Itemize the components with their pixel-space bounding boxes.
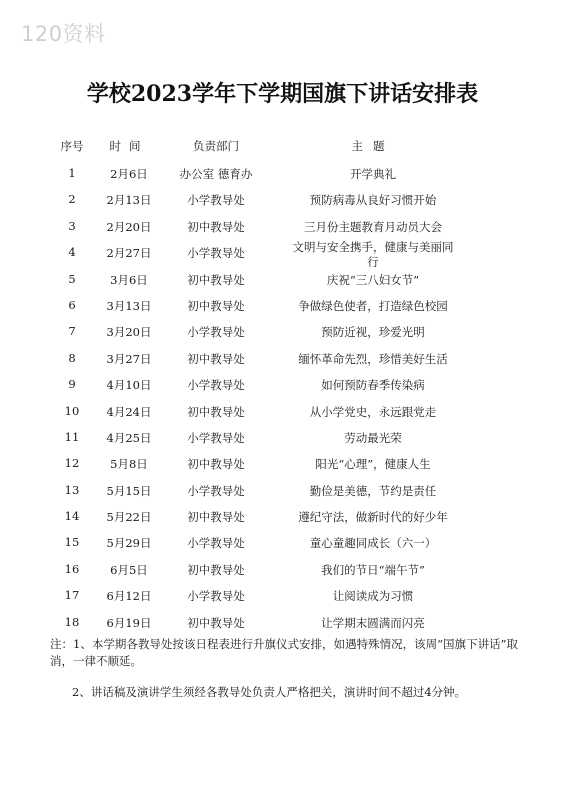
cell-date: 3月20日	[106, 325, 152, 340]
cell-dept: 小学教导处	[187, 430, 245, 445]
table-row	[0, 556, 565, 582]
cell-no: 12	[64, 456, 80, 471]
watermark: 120资料	[21, 22, 106, 46]
cell-no: 8	[68, 350, 76, 365]
cell-topic: 文明与安全携手，健康与美丽同行	[292, 240, 454, 270]
cell-dept: 初中教导处	[187, 272, 245, 287]
cell-topic: 争做绿色使者，打造绿色校园	[298, 298, 448, 313]
cell-no: 14	[64, 509, 80, 524]
table-header	[0, 138, 565, 156]
cell-date: 3月13日	[106, 298, 152, 313]
cell-topic: 缅怀革命先烈，珍惜美好生活	[298, 351, 448, 366]
cell-no: 13	[64, 482, 80, 497]
cell-topic: 勤俭是美德，节约是责任	[309, 483, 437, 498]
cell-dept: 小学教导处	[187, 246, 245, 261]
cell-topic: 三月份主题教育月动员大会	[304, 219, 442, 234]
table-row	[0, 450, 565, 476]
cell-date: 6月5日	[110, 562, 148, 577]
cell-topic: 遵纪守法，做新时代的好少年	[298, 510, 448, 525]
cell-no: 1	[68, 166, 76, 180]
cell-dept: 初中教导处	[187, 615, 245, 630]
cell-no: 5	[68, 271, 76, 286]
header-dept: 负责部门	[193, 139, 239, 153]
cell-topic: 让阅读成为习惯	[332, 589, 414, 604]
cell-date: 5月29日	[106, 536, 152, 551]
cell-date: 5月15日	[106, 483, 152, 498]
table-row	[0, 503, 565, 529]
cell-dept: 小学教导处	[187, 325, 245, 340]
cell-date: 5月8日	[110, 457, 148, 472]
cell-no: 10	[64, 403, 80, 418]
cell-topic: 庆祝“三八妇女节”	[326, 272, 420, 287]
cell-dept: 小学教导处	[187, 589, 245, 604]
table-row	[0, 371, 565, 397]
cell-date: 3月6日	[110, 272, 148, 287]
cell-dept: 小学教导处	[187, 483, 245, 498]
table-row	[0, 609, 565, 635]
cell-dept: 初中教导处	[187, 404, 245, 419]
cell-no: 17	[64, 588, 80, 603]
cell-date: 2月27日	[106, 246, 152, 261]
cell-topic: 开学典礼	[350, 167, 396, 181]
cell-no: 6	[68, 297, 76, 312]
header-date: 时间	[109, 139, 149, 153]
table-row	[0, 424, 565, 450]
note-2: 2、讲话稿及演讲学生须经各教导处负责人严格把关，演讲时间不超过4分钟。	[72, 685, 467, 699]
cell-topic: 从小学党史，永远跟党走	[309, 404, 437, 419]
page-title: 学校2023学年下学期国旗下讲话安排表	[86, 81, 479, 107]
cell-dept: 小学教导处	[187, 378, 245, 393]
table-row	[0, 398, 565, 424]
cell-dept: 初中教导处	[187, 562, 245, 577]
cell-topic: 让学期末圆满而闪亮	[321, 615, 425, 630]
cell-no: 16	[64, 561, 80, 576]
cell-topic: 童心童趣同成长（六一）	[309, 536, 437, 551]
table-row	[0, 160, 565, 186]
cell-no: 3	[68, 218, 76, 233]
cell-no: 11	[64, 429, 80, 444]
header-topic: 主题	[351, 139, 395, 153]
cell-topic: 劳动最光荣	[344, 430, 402, 445]
cell-topic: 预防病毒从良好习惯开始	[309, 193, 437, 208]
cell-date: 2月20日	[106, 219, 152, 234]
cell-topic: 如何预防春季传染病	[321, 378, 425, 393]
table-row	[0, 239, 565, 270]
cell-dept: 小学教导处	[187, 193, 245, 208]
cell-dept: 初中教导处	[187, 351, 245, 366]
cell-date: 4月24日	[106, 404, 152, 419]
table-row	[0, 318, 565, 344]
cell-no: 9	[68, 377, 76, 392]
cell-no: 2	[68, 192, 76, 207]
cell-date: 6月12日	[106, 589, 152, 604]
table-row	[0, 582, 565, 608]
cell-date: 4月10日	[106, 378, 152, 393]
cell-no: 7	[68, 324, 76, 339]
header-no: 序号	[60, 139, 84, 153]
table-row	[0, 186, 565, 212]
cell-date: 6月19日	[106, 615, 152, 630]
cell-dept: 初中教导处	[187, 219, 245, 234]
cell-no: 18	[64, 614, 80, 629]
table-row	[0, 345, 565, 371]
note-1: 注：1、本学期各教导处按该日程表进行升旗仪式安排，如遇特殊情况，该周“国旗下讲话”取消，一律不顺延。	[50, 637, 518, 668]
table-row	[0, 213, 565, 239]
cell-date: 3月27日	[106, 351, 152, 366]
cell-dept: 初中教导处	[187, 457, 245, 472]
schedule-table	[0, 160, 565, 635]
cell-dept: 办公室 德育办	[179, 167, 253, 181]
table-row	[0, 292, 565, 318]
cell-topic: 预防近视，珍爱光明	[321, 325, 425, 340]
cell-date: 5月22日	[106, 510, 152, 525]
cell-dept: 小学教导处	[187, 536, 245, 551]
cell-date: 4月25日	[106, 430, 152, 445]
cell-no: 15	[64, 535, 80, 550]
table-row	[0, 529, 565, 555]
table-row	[0, 266, 565, 292]
cell-date: 2月13日	[106, 193, 152, 208]
cell-dept: 初中教导处	[187, 510, 245, 525]
cell-date: 2月6日	[110, 167, 148, 181]
notes	[50, 636, 518, 701]
cell-dept: 初中教导处	[187, 298, 245, 313]
table-row	[0, 477, 565, 503]
cell-topic: 阳光“心理”，健康人生	[315, 457, 431, 472]
cell-topic: 我们的节日“端午节”	[321, 562, 425, 577]
cell-no: 4	[68, 245, 76, 260]
